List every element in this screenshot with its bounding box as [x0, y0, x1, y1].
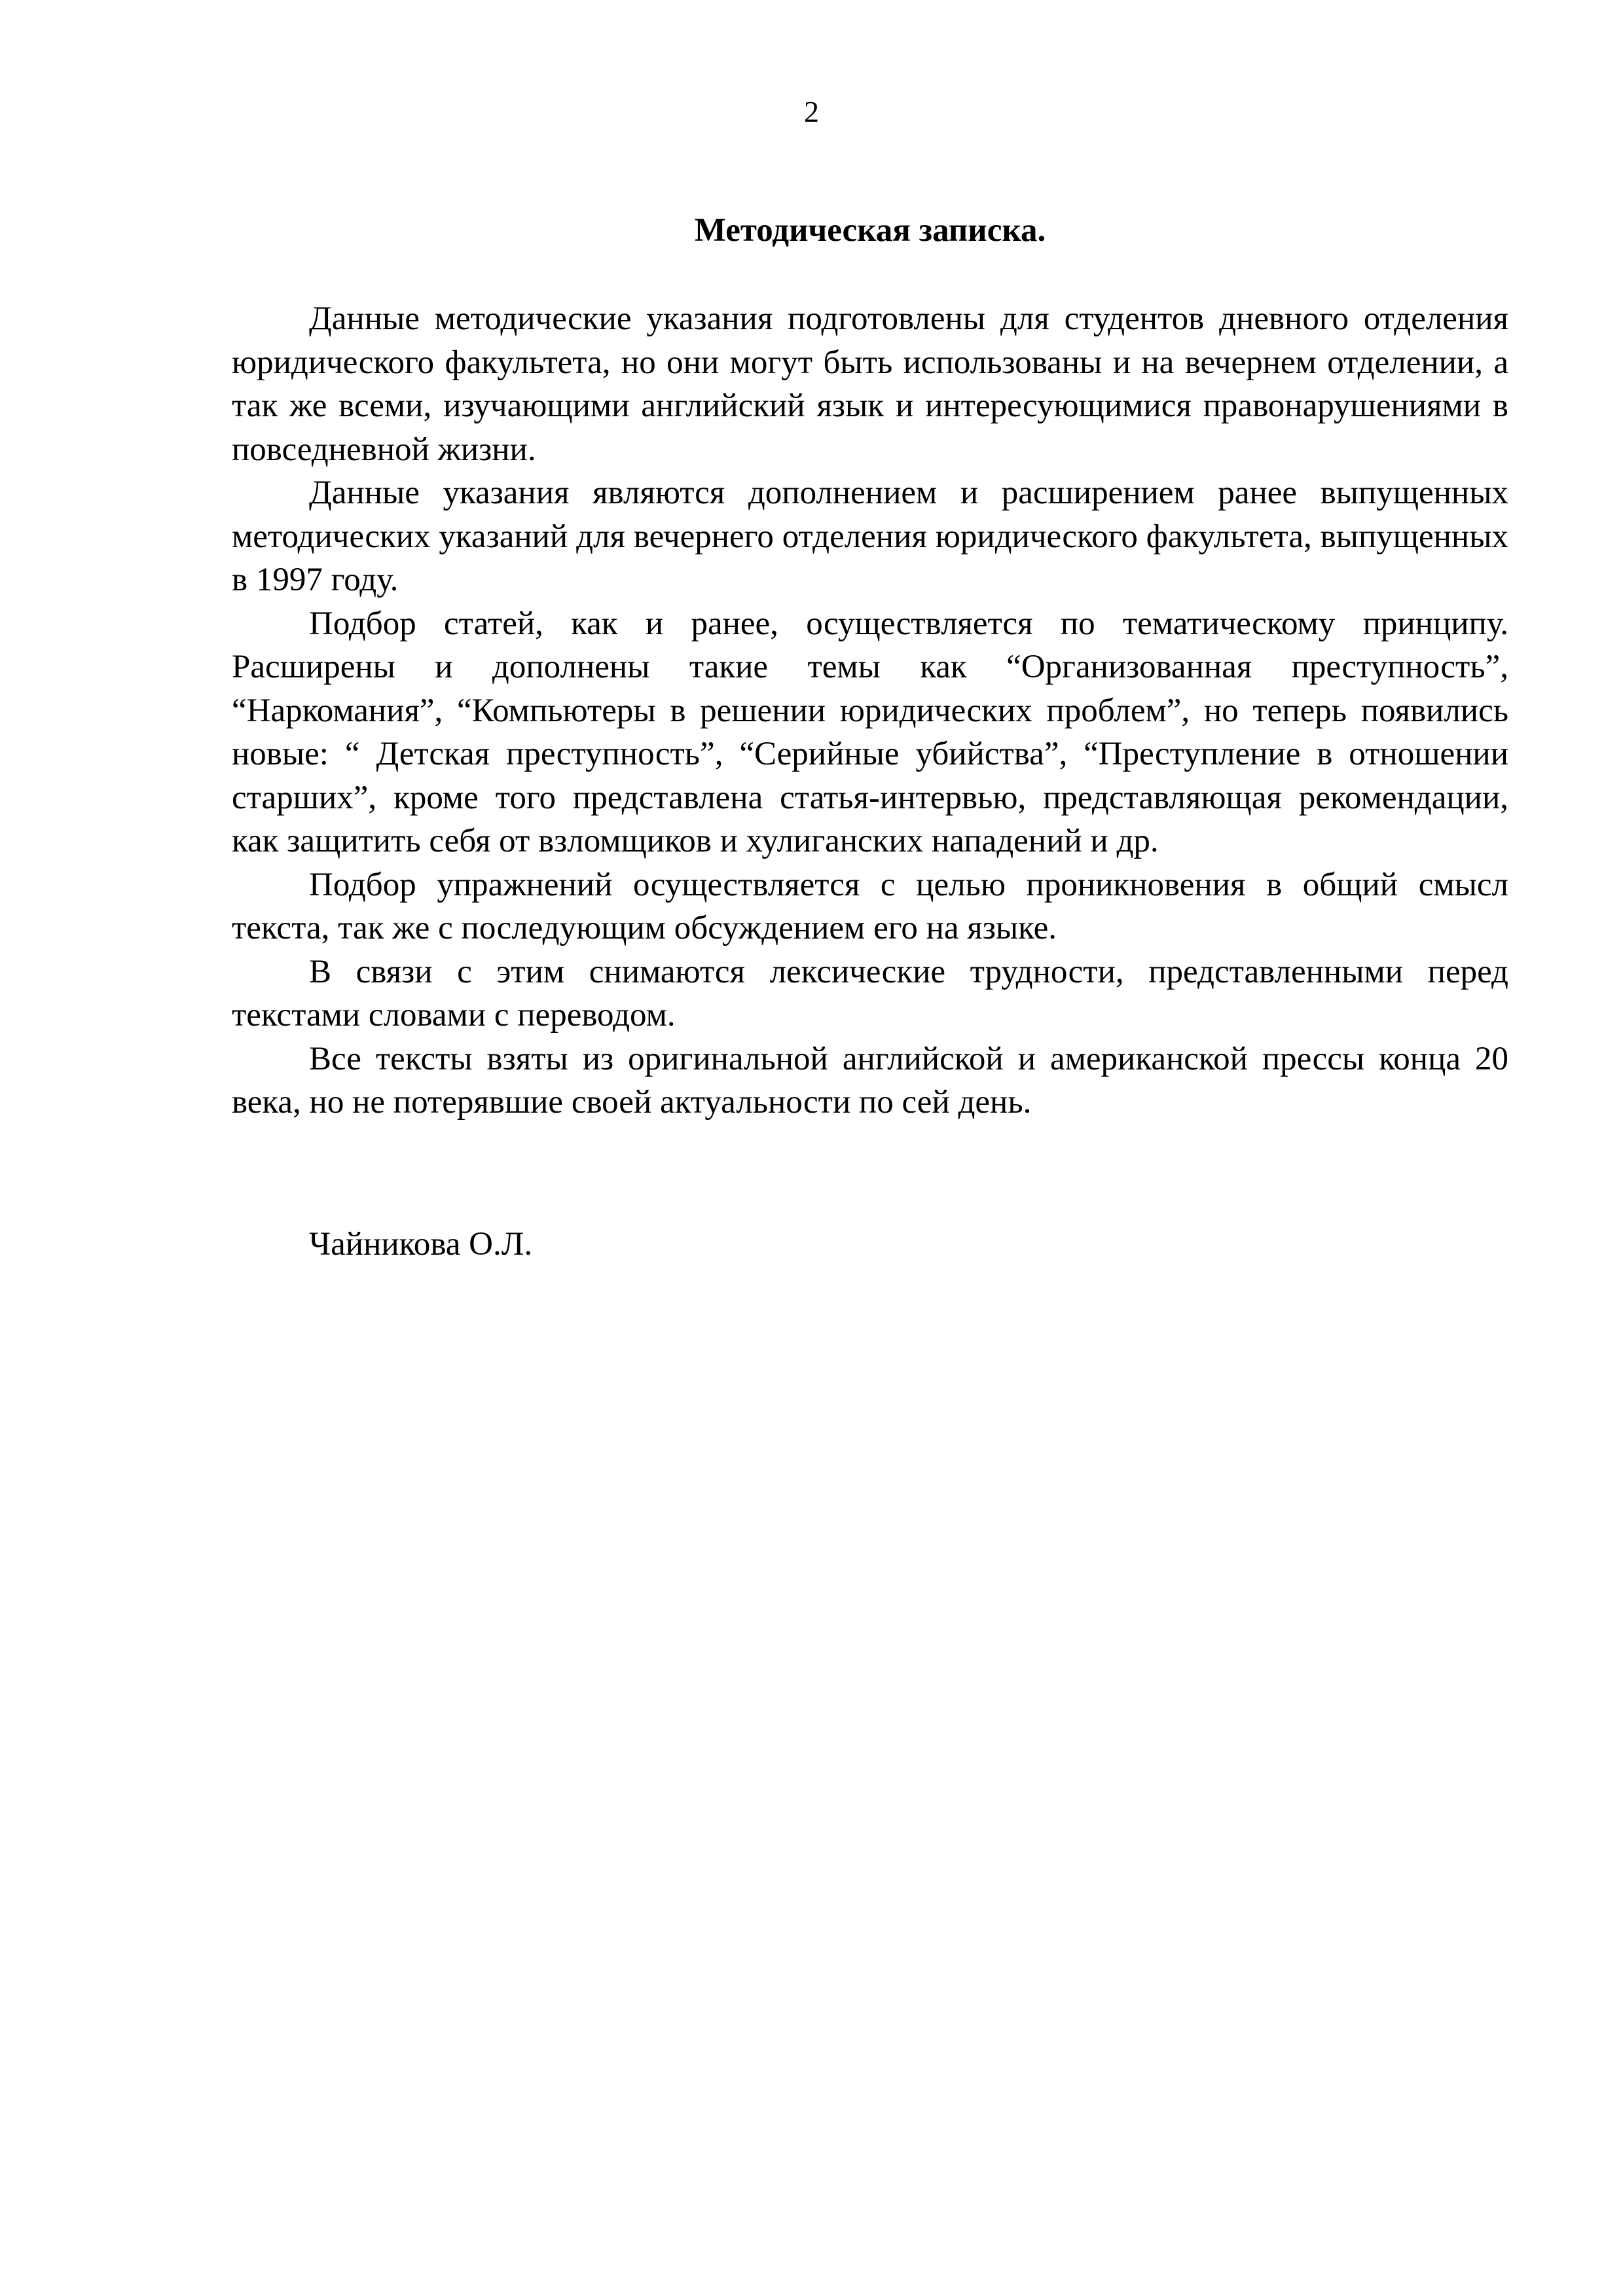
paragraph: Все тексты взяты из оригинальной английской и американской прессы конца 20 века, но не потерявшие своей актуальности по сей день.	[232, 1040, 1508, 1121]
paragraph: В связи с этим снимаются лексические трудности, представленными перед текстами словами с переводом.	[232, 953, 1508, 1033]
paragraph: Подбор статей, как и ранее, осуществляется по тематическому принципу. Расширены и дополнены такие темы как “Организованная преступность”, “Наркомания”, “Компьютеры в решении юридических проблем”, но теперь появились новые: “ Детская преступность”, “Серийные убийства”, “Преступление в отношении старших”, кроме того представлена статья-интервью, представляющая рекомендации, как защитить себя от взломщиков и хулиганских нападений и др.	[232, 605, 1508, 859]
author-signature: Чайникова О.Л.	[309, 1226, 533, 1263]
page-number: 2	[804, 95, 819, 128]
paragraph: Данные методические указания подготовлены для студентов дневного отделения юридического факультета, но они могут быть использованы и на вечернем отделении, а так же всеми, изучающими английский язык и интересующимися правонарушениями в повседневной жизни.	[232, 300, 1508, 468]
page-title: Методическая записка.	[694, 212, 1046, 249]
paragraph: Данные указания являются дополнением и расширением ранее выпущенных методических указаний для вечернего отделения юридического факультета, выпущенных в 1997 году.	[232, 475, 1508, 598]
document-body	[232, 297, 1508, 1124]
paragraph: Подбор упражнений осуществляется с целью проникновения в общий смысл текста, так же с последующим обсуждением его на языке.	[232, 866, 1508, 946]
